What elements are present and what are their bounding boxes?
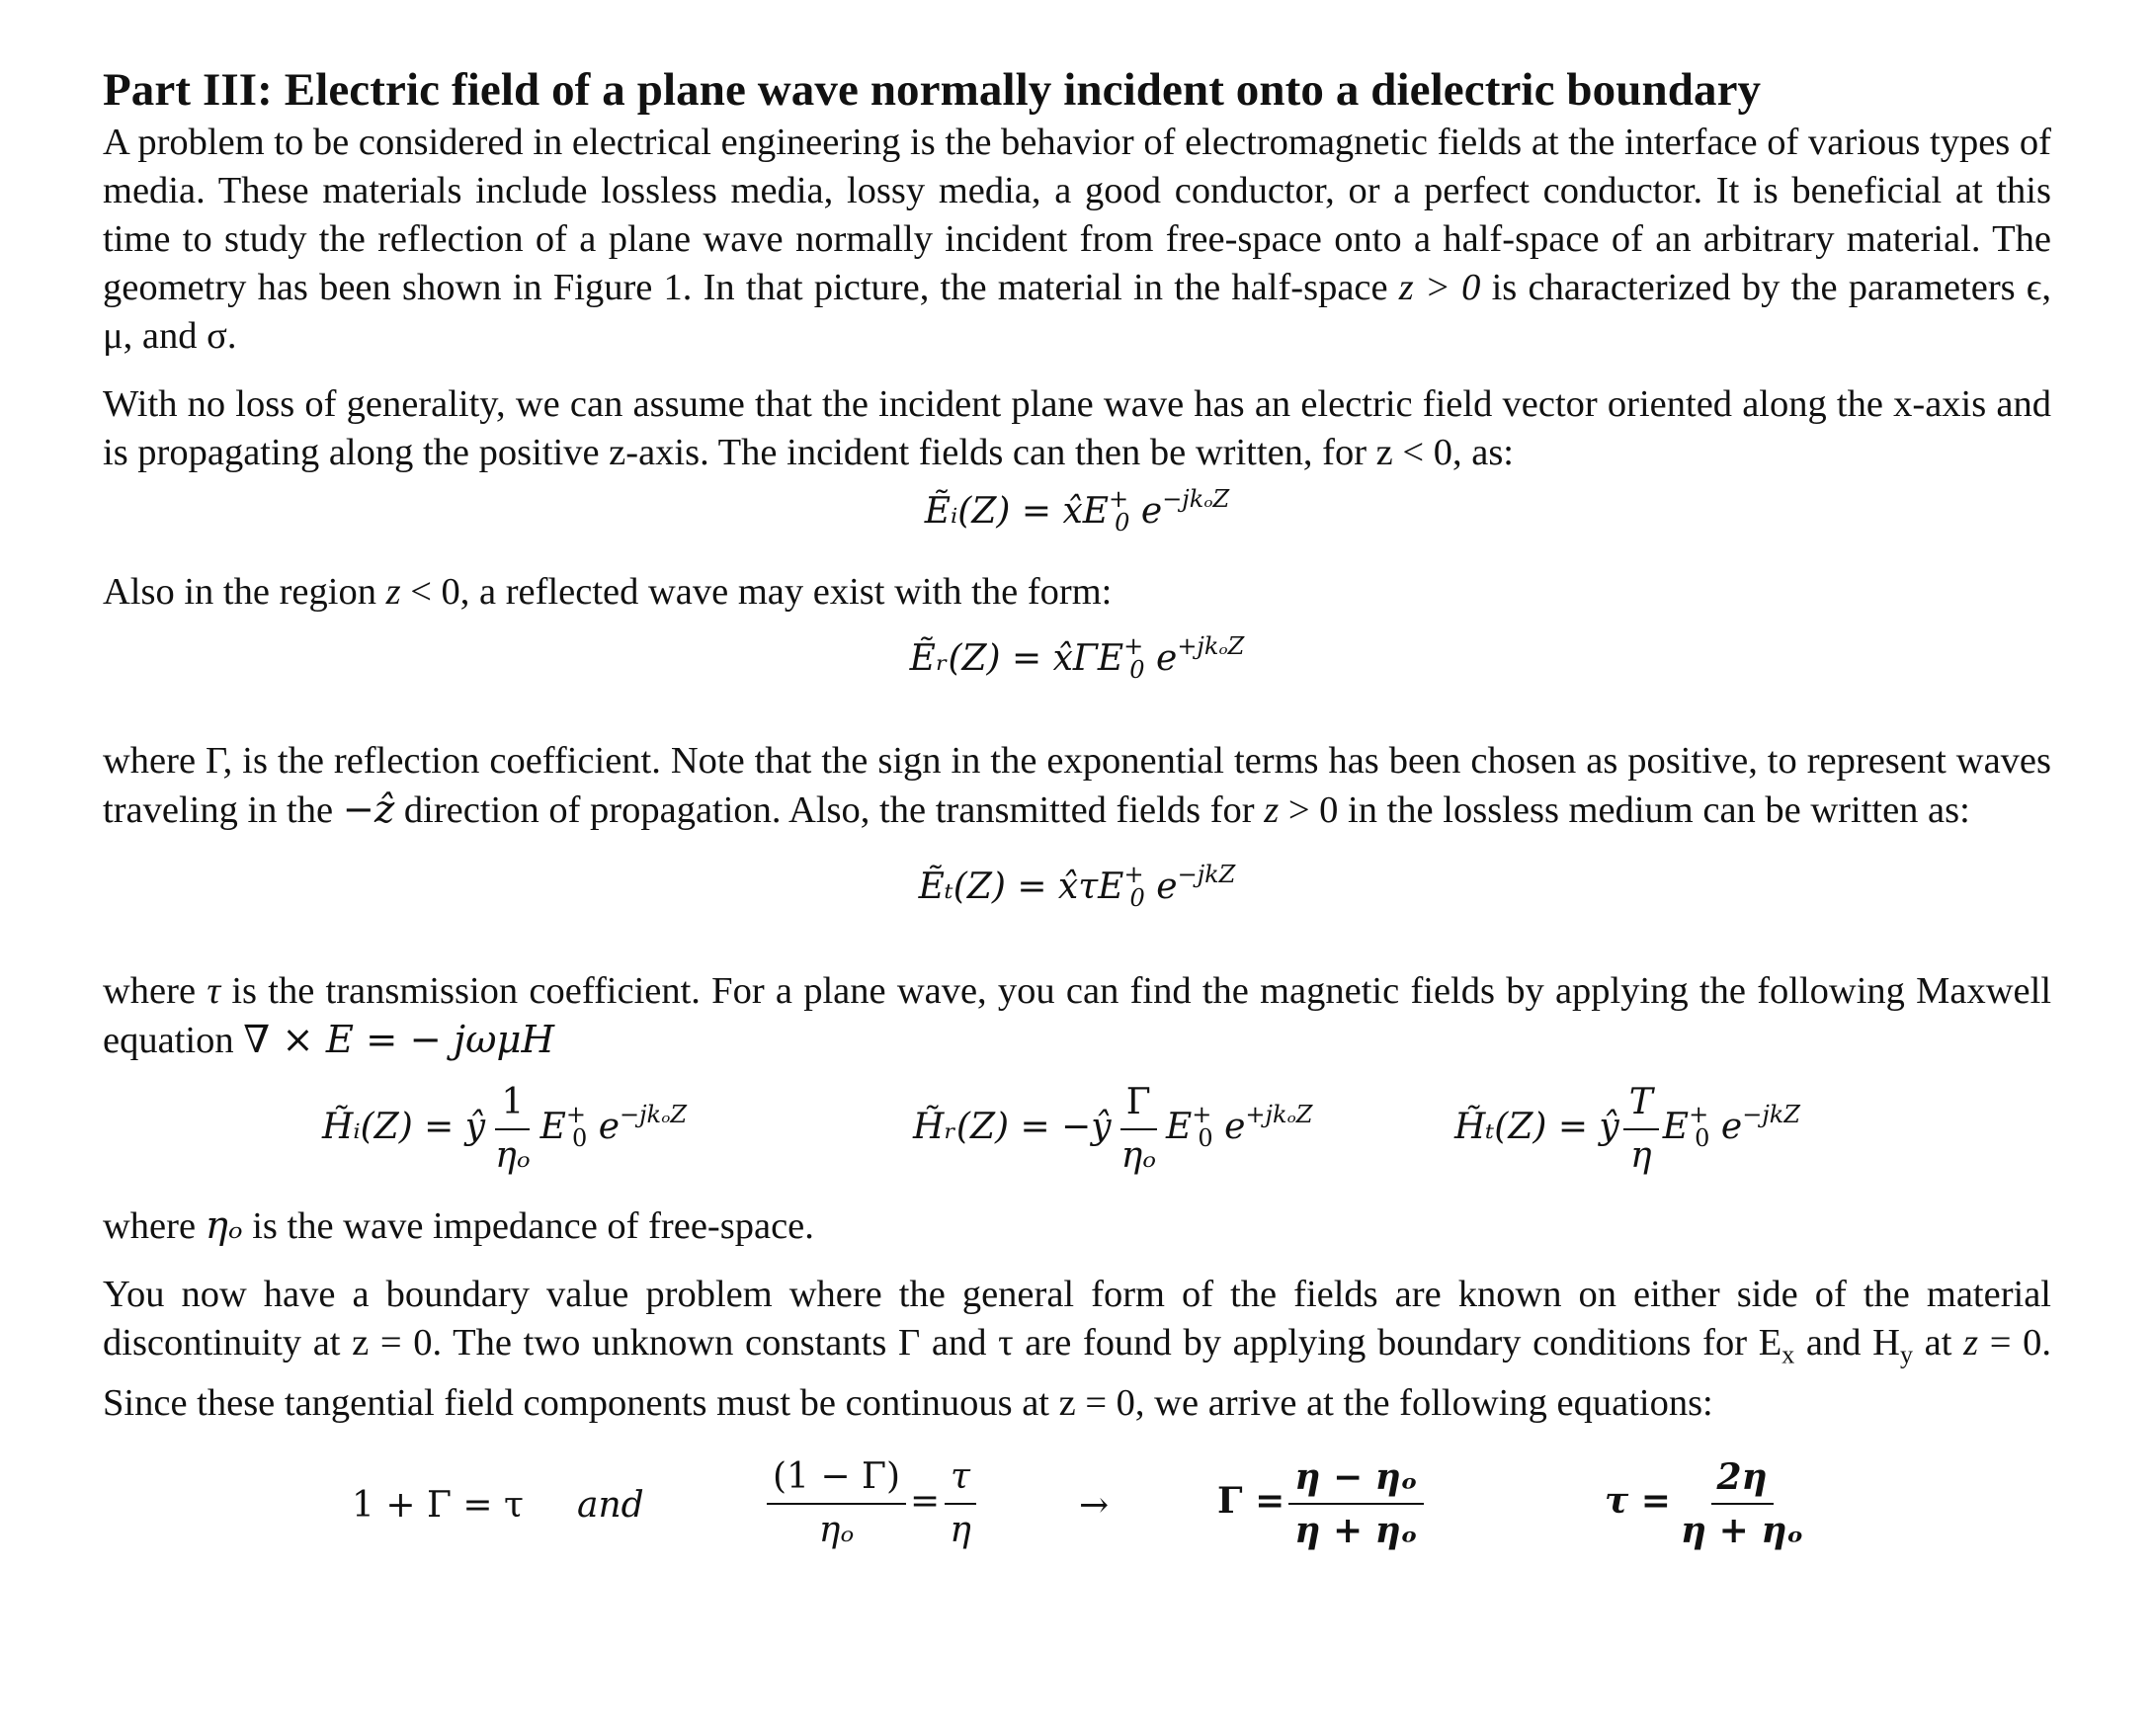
- document-page: [103, 61, 2051, 1574]
- equation-transmitted-field: Ẽₜ(Z) = $x̂\tau E^+_0$ $e^{-jkZ}$: [918, 861, 1236, 912]
- arrow-symbol: →: [1079, 1484, 1110, 1526]
- equation-gamma: Γ = $\frac{\text{η − ηₒ}}{\text{η + ηₒ}}$: [1217, 1455, 1428, 1552]
- equation-h-reflected: H̃ᵣ(Z) = −ŷ $\frac{\Gamma}{\text{ηₒ}}$ $E^+_0$ $e^{+jk_oZ}$: [913, 1082, 1313, 1176]
- para1-end: is characterized by the parameters ϵ, μ, and σ.: [103, 267, 2052, 357]
- paragraph-intro: [103, 119, 2051, 361]
- magnetic-field-equations: [103, 1081, 2051, 1198]
- equation-continuity-h: $\frac{(1 - \Gamma)}{\text{ηₒ}}$ = $\frac{\tau}{\eta}$: [763, 1455, 981, 1552]
- equation-continuity-e: 1 + Γ = τ: [352, 1484, 524, 1526]
- para1-text: A problem to be considered in electrical engineering is the behavior of electromagnetic fields at the interface of various types of media. These materials include lossless media, lossy media, a good conductor, or a perfect conductor. It is beneficial at this time to study the reflection of a plane wave normally incident from free-space onto a half-space of an arbitrary material. The geometry has been shown in Figure 1. In that picture, the material in the half-space: [103, 122, 2051, 308]
- paragraph-reflected-intro: Also in the region z < 0, a reflected wave may exist with the form:: [103, 571, 1113, 613]
- paragraph-reflection-coefficient: where Γ, is the reflection coefficient. Note that the sign in the exponential terms has been chosen as positive, to represent waves traveling in the −ẑ direction of propagation. Also, the transmitted fields for z > 0 in the lossless medium can be written as:: [103, 740, 2051, 832]
- paragraph-boundary-problem: You now have a boundary value problem where the general form of the fields are known on either side of the material discontinuity at z = 0. The two unknown constants Γ and τ are found by applying boundary conditions for $E_x$ and $H_y$ at z = 0. Since these tangential field components must be continuous at z = 0, we arrive at the following equations:: [103, 1274, 2052, 1424]
- boundary-condition-equations: [103, 1455, 2051, 1574]
- section-title: Part III: Electric field of a plane wave normally incident onto a dielectric boundary: [103, 64, 1762, 116]
- equation-reflected-field: Ẽᵣ(Z) = $x̂\Gamma E^+_0$ $e^{+jk_oZ}$: [909, 632, 1245, 684]
- paragraph-transmission-coefficient: where τ is the transmission coefficient. For a plane wave, you can find the magnetic fields by applying the following Maxwell equation ∇ × E = − jωμH: [103, 970, 2052, 1062]
- paragraph-impedance: where ηₒ is the wave impedance of free-space.: [103, 1203, 814, 1248]
- equation-h-transmitted: H̃ₜ(Z) = ŷ $\frac{T}{\eta}$ $E^+_0$ $e^{-jkZ}$: [1454, 1082, 1800, 1176]
- equation-incident-field: Ẽᵢ(Z) = $x̂E^+_0$ $e^{-jk_oZ}$: [924, 485, 1230, 537]
- equation-tau: τ = $\frac{2\eta}{\text{η + ηₒ}}$: [1605, 1455, 1804, 1551]
- maxwell-equation: ∇ × E = − jωμH: [243, 1018, 555, 1062]
- and-label: and: [577, 1484, 644, 1526]
- equation-h-incident: H̃ᵢ(Z) = ŷ $\frac{1}{\text{ηₒ}}$ $E^+_0$ $e^{-jk_oZ}$: [322, 1082, 688, 1176]
- paragraph-assumption: With no loss of generality, we can assume that the incident plane wave has an electric field vector oriented along the x-axis and is propagating along the positive z-axis. The incident fields can then be written, for z < 0, as:: [103, 383, 2051, 473]
- para1-condition: z > 0: [1398, 267, 1481, 308]
